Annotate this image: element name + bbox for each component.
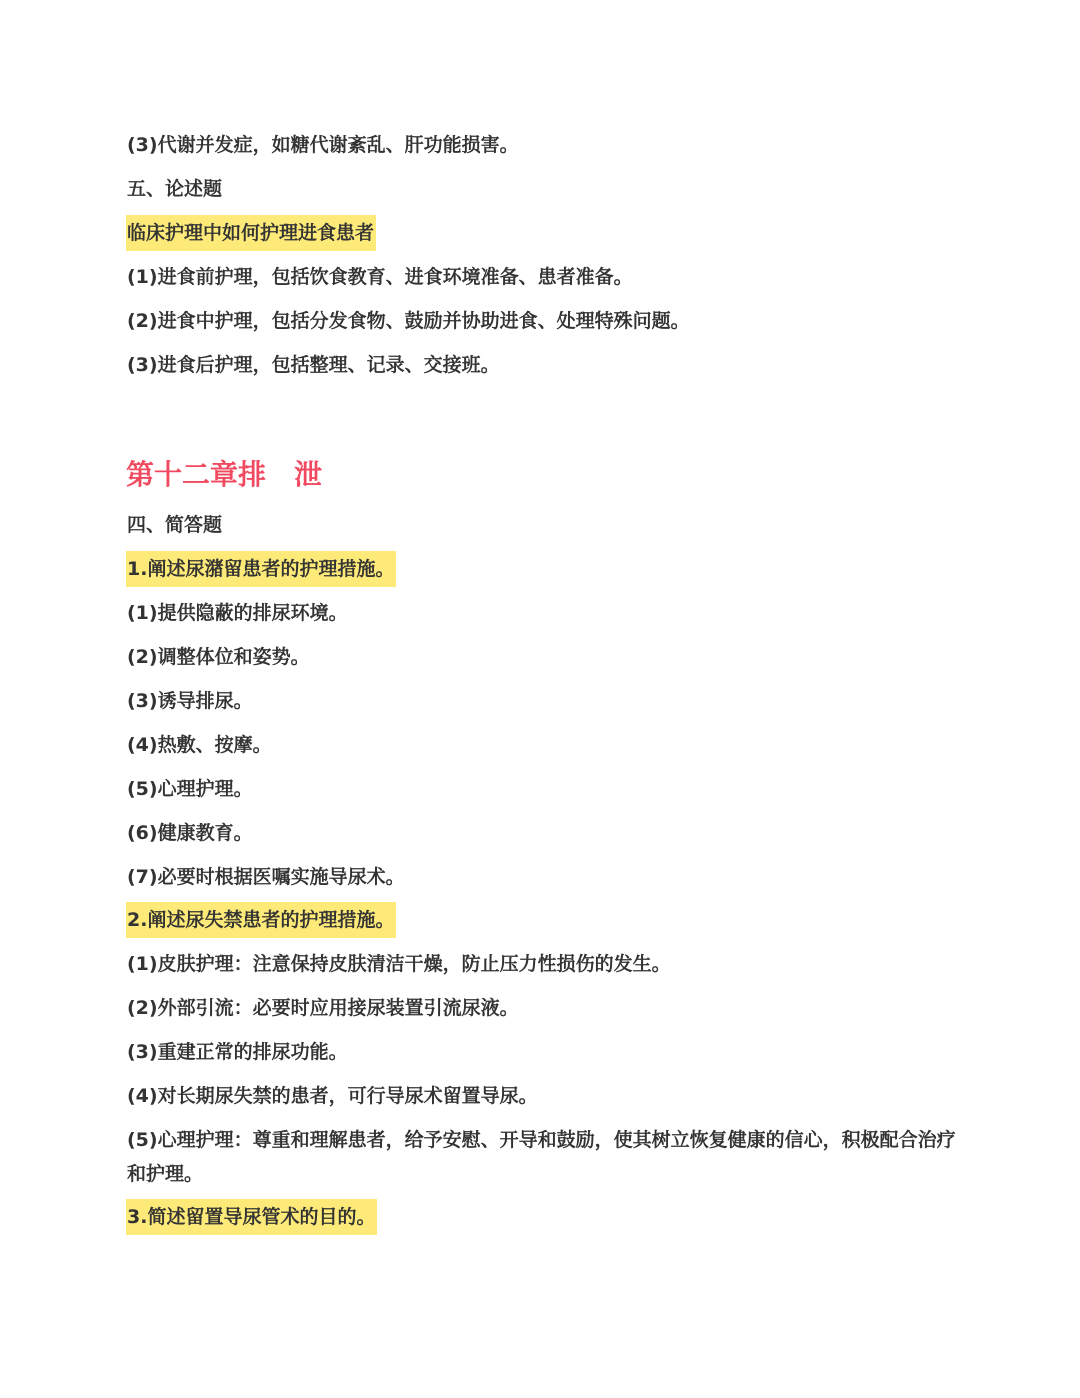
question-title: [127, 215, 376, 251]
answer-line: (2)调整体位和姿势。: [127, 646, 310, 668]
answer-line: (4)对长期尿失禁的患者，可行导尿术留置导尿。: [127, 1085, 538, 1107]
question-highlight: 2.阐述尿失禁患者的护理措施。: [126, 902, 396, 938]
answer-paragraph: (5)心理护理：尊重和理解患者，给予安慰、开导和鼓励，使其树立恢复健康的信心，积极配合治疗和护理。: [127, 1129, 956, 1185]
answer-line: (2)进食中护理，包括分发食物、鼓励并协助进食、处理特殊问题。: [127, 310, 690, 332]
chapter-title: 第十二章排 泄: [126, 458, 323, 491]
section-heading: 五、论述题: [127, 178, 223, 200]
answer-line: (3)重建正常的排尿功能。: [127, 1041, 348, 1063]
answer-line: (1)提供隐蔽的排尿环境。: [127, 602, 348, 624]
answer-line: (4)热敷、按摩。: [127, 734, 272, 756]
answer-line: (7)必要时根据医嘱实施导尿术。: [127, 866, 405, 888]
question-highlight: 3.简述留置导尿管术的目的。: [126, 1199, 377, 1235]
answer-line: (1)皮肤护理：注意保持皮肤清洁干燥，防止压力性损伤的发生。: [127, 953, 671, 975]
section-heading: 四、简答题: [127, 514, 223, 536]
question-highlight: 临床护理中如何护理进食患者: [126, 215, 376, 251]
question-title: [127, 1199, 377, 1235]
question-title: [127, 902, 396, 938]
answer-line: (3)代谢并发症，如糖代谢紊乱、肝功能损害。: [127, 134, 519, 156]
question-highlight: 1.阐述尿潴留患者的护理措施。: [126, 551, 396, 587]
answer-line: (5)心理护理。: [127, 778, 253, 800]
question-title: [127, 551, 396, 587]
answer-line: (6)健康教育。: [127, 822, 253, 844]
answer-line: (2)外部引流：必要时应用接尿装置引流尿液。: [127, 997, 519, 1019]
answer-line: (1)进食前护理，包括饮食教育、进食环境准备、患者准备。: [127, 266, 633, 288]
answer-line: (3)诱导排尿。: [127, 690, 253, 712]
answer-line: (3)进食后护理，包括整理、记录、交接班。: [127, 354, 500, 376]
